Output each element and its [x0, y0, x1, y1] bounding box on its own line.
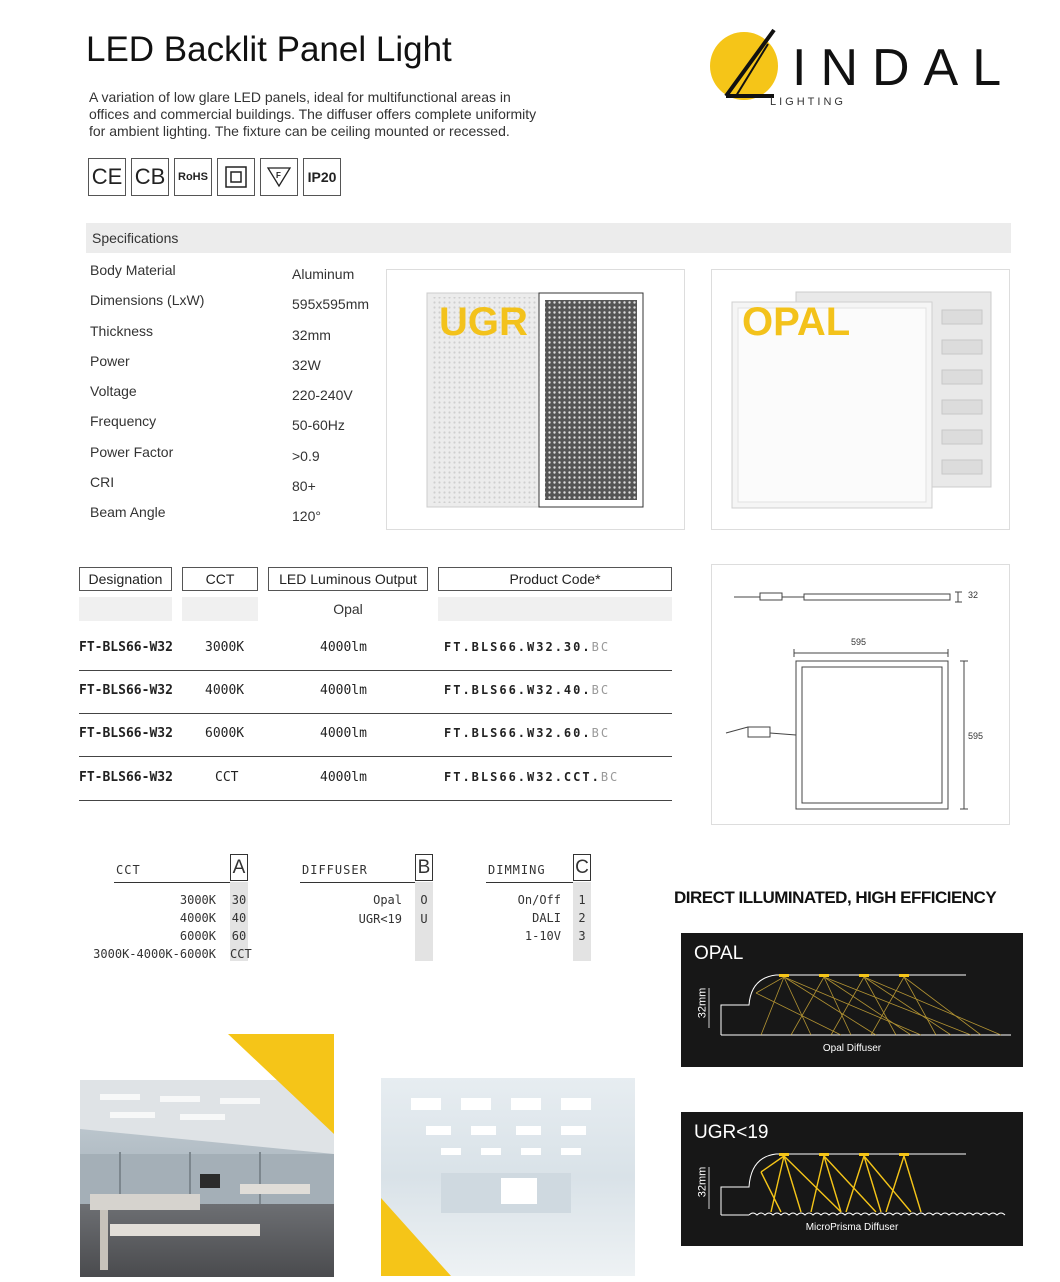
product-code-cell — [444, 683, 610, 697]
spec-row — [90, 262, 380, 292]
opal-diagram-label: OPAL — [694, 943, 744, 964]
product-code-cell — [444, 726, 610, 740]
legend-item-label: 3000K — [179, 893, 216, 907]
subheader-cell — [79, 597, 172, 621]
spec-value: 50-60Hz — [292, 417, 345, 434]
svg-text:F: F — [276, 171, 281, 180]
legend-item-label: 3000K-4000K-6000K — [93, 947, 216, 961]
spec-key: Power Factor — [90, 443, 174, 460]
code-suffix: BC — [591, 683, 611, 697]
cct-cell: 6000K — [205, 726, 245, 741]
legend-item-label: DALI — [532, 911, 561, 925]
spec-row — [90, 413, 380, 443]
cct-cell: 4000K — [205, 683, 245, 698]
legend-item-code: 60 — [231, 929, 247, 943]
cct-legend-header: CCT — [116, 863, 141, 877]
spec-value: Aluminum — [292, 266, 355, 282]
ce-mark: CE — [88, 158, 126, 196]
product-code-cell — [444, 640, 610, 654]
code-suffix: BC — [591, 640, 611, 654]
cct-legend-letter: A — [230, 854, 248, 881]
page-title: LED Backlit Panel Light — [86, 30, 452, 69]
legend-rule — [300, 882, 415, 883]
yellow-corner-accent — [381, 1078, 635, 1276]
designation-cell: FT-BLS66-W32 — [79, 640, 173, 655]
office-photo-2 — [381, 1078, 635, 1276]
yellow-corner-accent — [80, 1034, 334, 1277]
output-header: LED Luminous Output — [268, 567, 428, 591]
spec-key: Thickness — [90, 322, 154, 339]
thickness-dimension: 32 — [968, 590, 979, 600]
legend-item-code: CCT — [230, 947, 252, 961]
rohs-mark: RoHS — [174, 158, 212, 196]
legend-item-code: 2 — [578, 911, 586, 925]
legend-item-label: 4000K — [179, 911, 216, 925]
diffuser-legend-letter: B — [415, 854, 433, 881]
ip-rating-mark: IP20 — [303, 158, 341, 196]
legend-item-code: O — [420, 893, 428, 907]
legend-item-code: 1 — [578, 893, 586, 907]
legend-item-code: 40 — [231, 911, 247, 925]
opal-photo-label: OPAL — [742, 300, 851, 344]
cct-header: CCT — [182, 567, 258, 591]
spec-list — [90, 262, 380, 535]
code-base: FT.BLS66.W32.40. — [444, 683, 592, 697]
legend-item-code: 30 — [231, 893, 247, 907]
opal-diffuser-caption: Opal Diffuser — [822, 1043, 882, 1054]
code-base: FT.BLS66.W32.30. — [444, 640, 592, 654]
cct-cell: 3000K — [205, 640, 245, 655]
specifications-header: Specifications — [86, 223, 1011, 253]
output-cell: 4000lm — [320, 683, 367, 698]
table-row — [79, 714, 672, 757]
class-ii-icon — [217, 158, 255, 196]
spec-value: 32W — [292, 356, 321, 373]
spec-key: Voltage — [90, 383, 137, 400]
code-base: FT.BLS66.W32.60. — [444, 726, 592, 740]
legend-item-label: Opal — [373, 893, 402, 907]
output-cell: 4000lm — [320, 640, 367, 655]
logo-tagline: LIGHTING — [770, 96, 846, 108]
office-photo-1 — [80, 1034, 334, 1277]
ugr-thickness-label: 32mm — [696, 1166, 709, 1198]
spec-row — [90, 444, 380, 474]
spec-row — [90, 383, 380, 413]
opal-panel-photo — [711, 269, 1010, 530]
illumination-title: DIRECT ILLUMINATED, HIGH EFFICIENCY — [674, 888, 997, 907]
spec-key: CRI — [90, 474, 115, 491]
designation-cell: FT-BLS66-W32 — [79, 683, 173, 698]
legend-item-label: 1-10V — [524, 929, 561, 943]
legend-item-code: 3 — [578, 929, 586, 943]
opal-thickness-label: 32mm — [696, 987, 709, 1019]
output-cell: 4000lm — [320, 770, 367, 785]
designation-cell: FT-BLS66-W32 — [79, 726, 173, 741]
diffuser-legend-header: DIFFUSER — [302, 863, 368, 877]
spec-key: Frequency — [90, 413, 157, 430]
code-suffix: BC — [600, 770, 620, 784]
ugr-panel-photo — [386, 269, 685, 530]
legend-rule — [486, 882, 573, 883]
code-base: FT.BLS66.W32.CCT. — [444, 770, 601, 784]
spec-value: 80+ — [292, 478, 316, 495]
spec-row — [90, 323, 380, 353]
spec-value: 220-240V — [292, 387, 353, 404]
table-row — [79, 671, 672, 714]
output-subheader: Opal — [333, 601, 363, 617]
spec-value: 120° — [292, 508, 321, 525]
product-code-cell — [444, 770, 619, 784]
brand-logo — [708, 26, 1018, 116]
intro-paragraph: A variation of low glare LED panels, ideal for multifunctional areas in offices and commercial buildings. The diffuser offers complete uniformity for ambient lighting. The fixture can be ceiling mounted or recessed. — [89, 89, 537, 139]
legend-item-label: 6000K — [179, 929, 216, 943]
height-dimension: 595 — [968, 731, 984, 741]
cb-mark: CB — [131, 158, 169, 196]
dimension-drawing — [711, 564, 1010, 825]
dimming-legend-header: DIMMING — [488, 863, 546, 877]
spec-value: >0.9 — [292, 447, 320, 464]
designation-header: Designation — [79, 567, 172, 591]
ugr-diagram — [681, 1112, 1023, 1246]
legend-rule — [114, 882, 230, 883]
spec-row — [90, 474, 380, 504]
spec-row — [90, 504, 380, 534]
table-row — [79, 758, 672, 801]
legend-item-code: U — [420, 912, 428, 926]
spec-key: Body Material — [90, 262, 176, 278]
spec-key: Dimensions (LxW) — [90, 292, 205, 309]
width-dimension: 595 — [851, 637, 867, 647]
logo-wordmark: INDAL — [792, 39, 1016, 97]
subheader-cell — [438, 597, 672, 621]
legend-item-label: On/Off — [517, 893, 561, 907]
spec-key: Beam Angle — [90, 504, 166, 521]
opal-diagram — [681, 933, 1023, 1067]
code-suffix: BC — [591, 726, 611, 740]
cct-cell: CCT — [215, 770, 239, 785]
output-cell: 4000lm — [320, 726, 367, 741]
legend-item-label: UGR<19 — [358, 912, 402, 926]
product-code-header: Product Code* — [438, 567, 672, 591]
designation-cell: FT-BLS66-W32 — [79, 770, 173, 785]
spec-row — [90, 292, 380, 322]
spec-row — [90, 353, 380, 383]
subheader-cell — [182, 597, 258, 621]
ugr-diffuser-caption: MicroPrisma Diffuser — [805, 1222, 899, 1233]
dimension-drawing-svg — [712, 565, 1010, 825]
dimming-legend-letter: C — [573, 854, 591, 881]
ugr-diagram-label: UGR<19 — [694, 1122, 769, 1143]
certification-row — [88, 158, 341, 196]
triangle-f-icon — [260, 158, 298, 196]
ugr-photo-label: UGR — [439, 300, 528, 344]
table-row — [79, 628, 672, 671]
spec-value: 32mm — [292, 326, 331, 343]
spec-value: 595x595mm — [292, 296, 370, 313]
spec-key: Power — [90, 352, 130, 369]
